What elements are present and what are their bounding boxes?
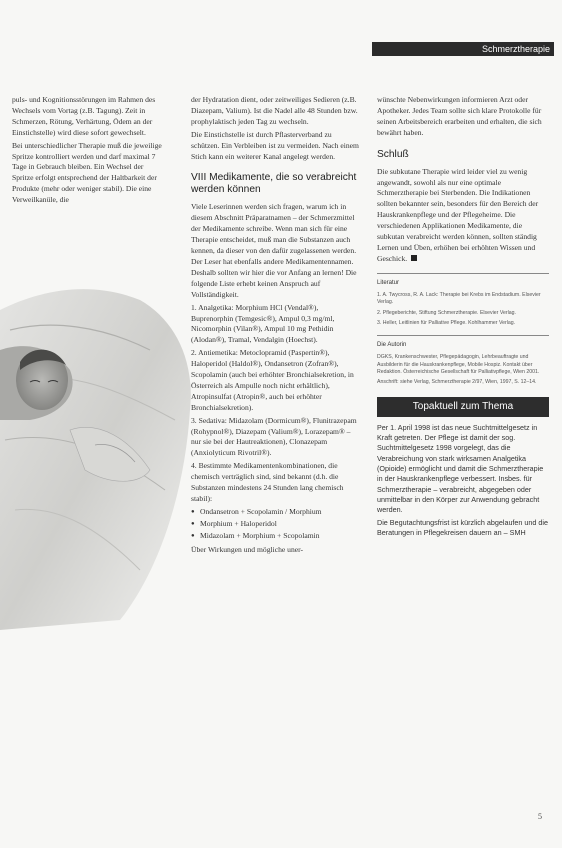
col2-intro-2: Die Einstichstelle ist durch Pflasterverband zu schützen. Ein Verbleiben ist zu vermeiden. Nach einem Stich kann ein weiterer Kanal angelegt werden. — [191, 129, 359, 161]
col3-body — [377, 167, 549, 265]
literature-item: 3. Heller, Leitlinien für Palliative Pflege. Kohlhammer Verlag. — [377, 319, 516, 326]
combination-list — [191, 507, 361, 542]
literature-list — [377, 292, 549, 328]
list-item: ● Midazolam + Morphium + Scopolamin — [191, 531, 361, 542]
literature-heading: Literatur — [377, 279, 400, 286]
col3-body-text: Die subkutane Therapie wird leider viel zu wenig angewandt, sowohl als nur eine optimale Schmerztherapie bei Sterbenden. Die Indikationen sollten bekannter sein, besonders für den Bereich der Hauskrankenpflege und der Pflegeheime. Die verschiedenen Applikationen Medikamente, die subkutan verabreicht werden können, sollten ständig Lernen und Üben, erhöhen bei erhöhten Wissen und Geschick. — [377, 166, 539, 263]
column-1 — [12, 95, 164, 208]
author-heading: Die Autorin — [377, 342, 407, 349]
col3-intro: wünschte Nebenwirkungen informieren Arzt oder Apotheker. Jedes Team sollte sich klare Protokolle für seinen Arbeitsbereich erarbeiten und erhalten, die sich bewährt haben. — [377, 95, 542, 137]
literature-item: 1. A. Twycross, R. A. Lack: Therapie bei Krebs im Endstadium. Elsevier Verlag. — [377, 291, 541, 306]
author-text: DGKS, Krankenschwester, Pflegepädagogin, Lehrbeauftragte und Ausbilderin für die Hauskrankenpflege, Mobile Hospiz. Kontakt über Redaktion. Österreichische Gesellschaft für Palliativpflege, Wien 2001. — [377, 354, 540, 376]
col1-paragraph-1: puls- und Kognitionsstörungen im Rahmen des Wechsels vom Vortag (z.B. Tagung). Zeit in Schmerzen, Rötung, Verhärtung, Ödem an der Einstichstelle) wird diese sofort gewechselt. — [12, 95, 156, 137]
topaktuell-footer: Die Begutachtungsfrist ist kürzlich abgelaufen und die Beratungen in Pflegekreisen dauern an – SMH — [377, 517, 549, 537]
col1-paragraph-2: Bei unterschiedlicher Therapie muß die jeweilige Spritze kontrolliert werden und darf maximal 7 Tage in Gebrauch bleiben. Ein Wechsel der Spritze erfolgt entsprechend der Haltbarkeit der Produkte (mehr oder weniger stabil). Die eine Verweilkanüle, die — [12, 140, 162, 205]
med-item-antiemetika: 2. Antiemetika: Metoclopramid (Paspertin®), Haloperidol (Haldol®), Ondansetron (Zofran®), Scopolamin (auch bei erhöhter Bronchialsekretion, in Österreich als Ampulle noch nicht erhältlich), Atropinsulfat (Atropin®, auch bei erhöhter Bronchialsekretion). — [191, 348, 354, 412]
med-item-sedativa: 3. Sedativa: Midazolam (Dormicum®), Flunitrazepam (Rohypnol®), Diazepam (Valium®), Lorazepam® – nur sie bei der Hautreaktionen), Clonazepam (Anxiolyticum Rivotril®). — [191, 415, 357, 458]
col2-body: Viele Leserinnen werden sich fragen, warum ich in diesem Abschnitt Präparatnamen – der Schmerzmittel der Medikamente schreibe. Wenn man sich für eine Therapie entscheidet, muß man die Substanzen auch kennen, da dieser von den dafür zugelassenen werden. Der Leser hat ebenfalls andere Medikamentennamen. Deshalb sollten wir hier die vor Anfang an lernen! Die folgende Liste erhebt keinen Anspruch auf Vollständigkeit. — [191, 202, 357, 299]
literature-item: 2. Pflegeberichte, Stiftung Schmerztherapie. Elsevier Verlag. — [377, 309, 516, 316]
divider — [377, 335, 549, 336]
divider — [377, 273, 549, 274]
section-label: Schmerztherapie — [481, 44, 550, 54]
column-3 — [377, 95, 549, 540]
conclusion-subheading: Schluß — [377, 148, 409, 160]
end-mark-icon — [411, 255, 417, 261]
topaktuell-box-heading: Topaktuell zum Thema — [377, 397, 549, 417]
column-2 — [191, 95, 361, 558]
page-number: 5 — [538, 812, 542, 821]
medications-subheading: VIII Medikamente, die so verabreicht werden können — [191, 172, 357, 196]
section-header-bar — [372, 42, 554, 56]
list-item: ● Morphium + Haloperidol — [191, 519, 361, 530]
topaktuell-body: Per 1. April 1998 ist das neue Suchtmittelgesetz in Kraft getreten. Der Pflege ist damit der sog. Suchtmittelgesetz 1998 vorgelegt, das die Verabreichung von stark wirksamen Analgetika (Opioide) ermöglicht und damit die Schmerztherapie in der Hauskrankenpflege verbessert. Insbes. für Schmerztherapie – verabreicht, abgegeben oder unmittelbar in den Körper zur Anwendung gebracht werden. — [377, 422, 544, 515]
author-contact: Anschrift: siehe Verlag, Schmerztherapie 2/97, Wien, 1997, S. 12–14. — [377, 379, 537, 386]
patient-in-bed-illustration — [0, 270, 195, 630]
list-item: ● Ondansetron + Scopolamin / Morphium — [191, 507, 361, 518]
col2-intro-1: der Hydratation dient, oder zeitweiliges Sedieren (z.B. Diazepam, Valium). Ist die Nadel alle 48 Stunden bzw. prophylaktisch jeden Tag zu wechseln. — [191, 95, 358, 126]
med-item-kombinationen: 4. Bestimmte Medikamentenkombinationen, die chemisch verträglich sind, sind bekannt (d.h. die Substanzen mindestens 24 Stunden lang chemisch stabil): — [191, 461, 344, 503]
author-block — [377, 354, 549, 387]
col2-footer: Über Wirkungen und mögliche uner- — [191, 544, 304, 554]
med-item-analgetika: 1. Analgetika: Morphium HCl (Vendal®), Buprenorphin (Temgesic®), Ampul 0,3 mg/ml, Nicomorphin (Vilan®), Ampul 10 mg Pethidin (Alodan®), Tramal, Vendalgin (Hoechst). — [191, 302, 335, 345]
